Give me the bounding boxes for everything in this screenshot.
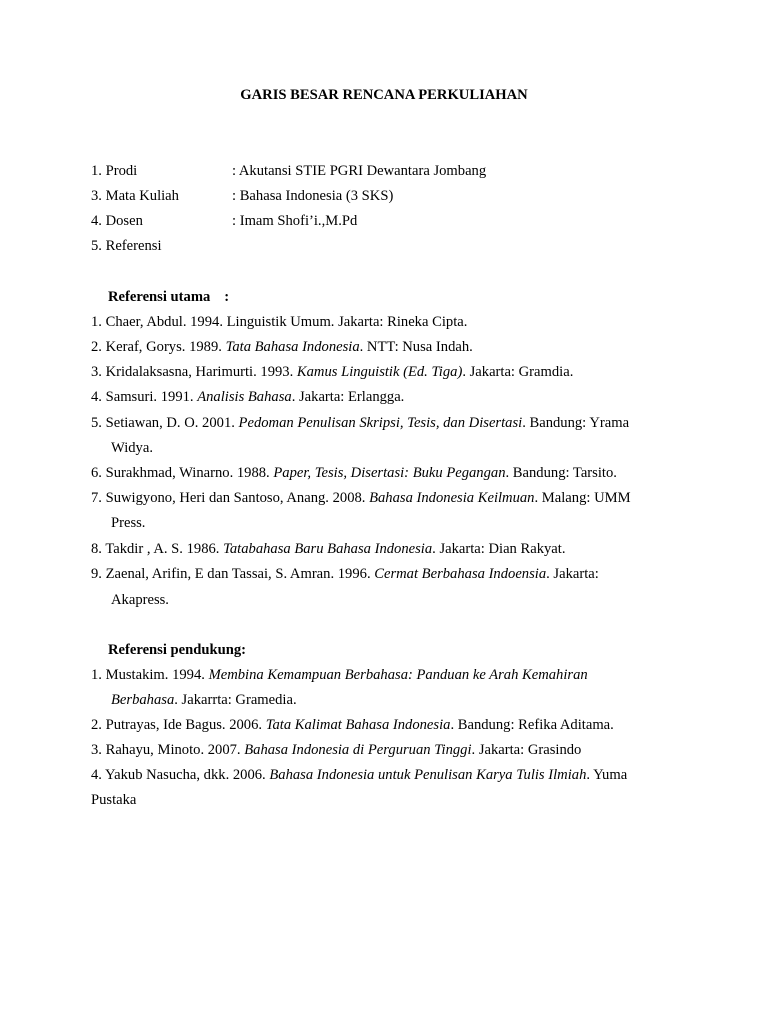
ref-utama-7-cont: Press.	[111, 515, 146, 531]
meta-label-referensi: 5. Referensi	[91, 238, 162, 254]
ref-utama-5-cont: Widya.	[111, 440, 153, 456]
ref-utama-6: 6. Surakhmad, Winarno. 1988. Paper, Tesis, Disertasi: Buku Pegangan. Bandung: Tarsito.	[91, 465, 617, 481]
ref-utama-3: 3. Kridalaksasna, Harimurti. 1993. Kamus Linguistik (Ed. Tiga). Jakarta: Gramdia.	[91, 364, 574, 380]
meta-value-dosen: : Imam Shofi’i.,M.Pd	[232, 213, 358, 229]
heading-referensi-utama	[108, 289, 229, 306]
ref-utama-8: 8. Takdir , A. S. 1986. Tatabahasa Baru Bahasa Indonesia. Jakarta: Dian Rakyat.	[91, 541, 566, 557]
meta-value-prodi: : Akutansi STIE PGRI Dewantara Jombang	[232, 163, 487, 179]
ref-pendukung-1-cont: Berbahasa. Jakarrta: Gramedia.	[111, 692, 297, 708]
ref-pendukung-4-cont: Pustaka	[91, 792, 137, 808]
ref-utama-2: 2. Keraf, Gorys. 1989. Tata Bahasa Indonesia. NTT: Nusa Indah.	[91, 339, 473, 355]
meta-label-prodi: 1. Prodi	[91, 163, 138, 179]
ref-pendukung-4: 4. Yakub Nasucha, dkk. 2006. Bahasa Indonesia untuk Penulisan Karya Tulis Ilmiah. Yuma	[91, 767, 628, 783]
meta-value-mata-kuliah: : Bahasa Indonesia (3 SKS)	[232, 188, 394, 204]
ref-utama-1: 1. Chaer, Abdul. 1994. Linguistik Umum. Jakarta: Rineka Cipta.	[91, 314, 468, 330]
heading-referensi-pendukung: Referensi pendukung:	[108, 642, 246, 658]
meta-label-dosen: 4. Dosen	[91, 213, 143, 229]
ref-utama-4: 4. Samsuri. 1991. Analisis Bahasa. Jakarta: Erlangga.	[91, 389, 405, 405]
ref-utama-5: 5. Setiawan, D. O. 2001. Pedoman Penulisan Skripsi, Tesis, dan Disertasi. Bandung: Yrama	[91, 415, 630, 431]
ref-utama-9: 9. Zaenal, Arifin, E dan Tassai, S. Amran. 1996. Cermat Berbahasa Indoensia. Jakarta:	[91, 566, 599, 582]
heading-colon: :	[224, 289, 230, 305]
ref-pendukung-3: 3. Rahayu, Minoto. 2007. Bahasa Indonesia di Perguruan Tinggi. Jakarta: Grasindo	[91, 742, 582, 758]
document-title: GARIS BESAR RENCANA PERKULIAHAN	[240, 87, 528, 103]
ref-utama-7: 7. Suwigyono, Heri dan Santoso, Anang. 2008. Bahasa Indonesia Keilmuan. Malang: UMM	[91, 490, 631, 506]
ref-pendukung-2: 2. Putrayas, Ide Bagus. 2006. Tata Kalimat Bahasa Indonesia. Bandung: Refika Aditama.	[91, 717, 614, 733]
ref-pendukung-1: 1. Mustakim. 1994. Membina Kemampuan Berbahasa: Panduan ke Arah Kemahiran	[91, 667, 588, 683]
heading-text: Referensi utama	[108, 289, 211, 305]
ref-utama-9-cont: Akapress.	[111, 592, 169, 608]
meta-label-mata-kuliah: 3. Mata Kuliah	[91, 188, 179, 204]
